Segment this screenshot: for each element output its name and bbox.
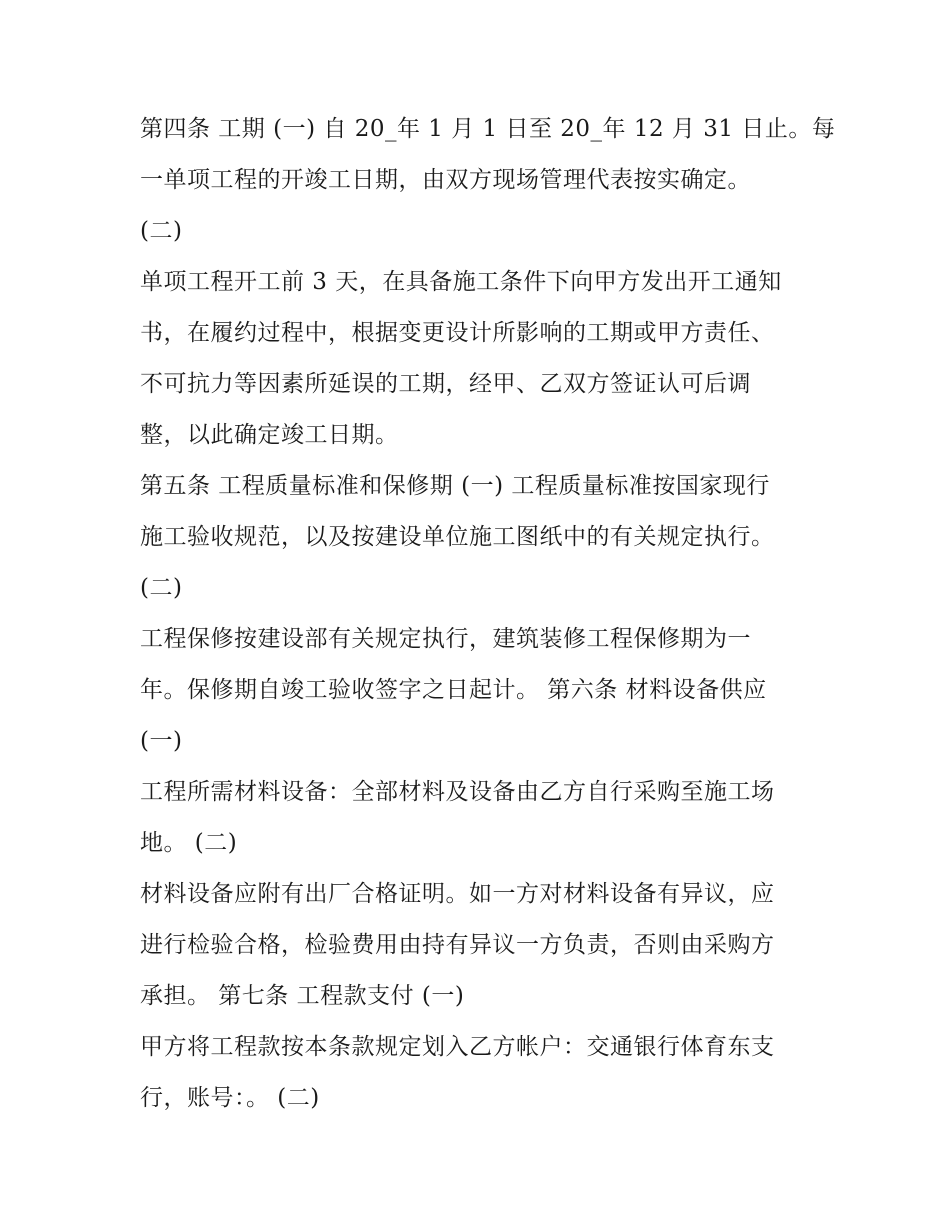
text-line: 承担。 第七条 工程款支付 (一) (140, 983, 465, 1009)
text-line: 一单项工程的开竣工日期，由双方现场管理代表按实确定。 (140, 167, 751, 193)
text-line: 工程所需材料设备：全部材料及设备由乙方自行采购至施工场 (140, 779, 775, 805)
text-line: (二) (140, 575, 183, 601)
document-body (140, 104, 836, 1124)
text-line: 整，以此确定竣工日期。 (140, 422, 399, 448)
text-line: 不可抗力等因素所延误的工期，经甲、乙双方签证认可后调 (140, 371, 751, 397)
text-line: 甲方将工程款按本条款规定划入乙方帐户：交通银行体育东支 (140, 1034, 775, 1060)
text-line: 第四条 工期 (一) 自 20_年 1 月 1 日至 20_年 12 月 31 日止。每 (140, 116, 836, 142)
text-line: 单项工程开工前 3 天，在具备施工条件下向甲方发出开工通知 (140, 269, 782, 295)
text-line: 第五条 工程质量标准和保修期 (一) 工程质量标准按国家现行 (140, 473, 770, 499)
text-line: (一) (140, 728, 183, 754)
text-line: 工程保修按建设部有关规定执行，建筑装修工程保修期为一 (140, 626, 751, 652)
text-line: 施工验收规范，以及按建设单位施工图纸中的有关规定执行。 (140, 524, 775, 550)
text-line: 书，在履约过程中，根据变更设计所影响的工期或甲方责任、 (140, 320, 775, 346)
text-line: 地。 (二) (140, 830, 238, 856)
text-line: (二) (140, 218, 183, 244)
text-line: 行，账号：。 (二) (140, 1085, 320, 1111)
text-line: 年。保修期自竣工验收签字之日起计。 第六条 材料设备供应 (140, 677, 767, 703)
text-line: 材料设备应附有出厂合格证明。如一方对材料设备有异议，应 (140, 881, 775, 907)
text-line: 进行检验合格，检验费用由持有异议一方负责，否则由采购方 (140, 932, 775, 958)
